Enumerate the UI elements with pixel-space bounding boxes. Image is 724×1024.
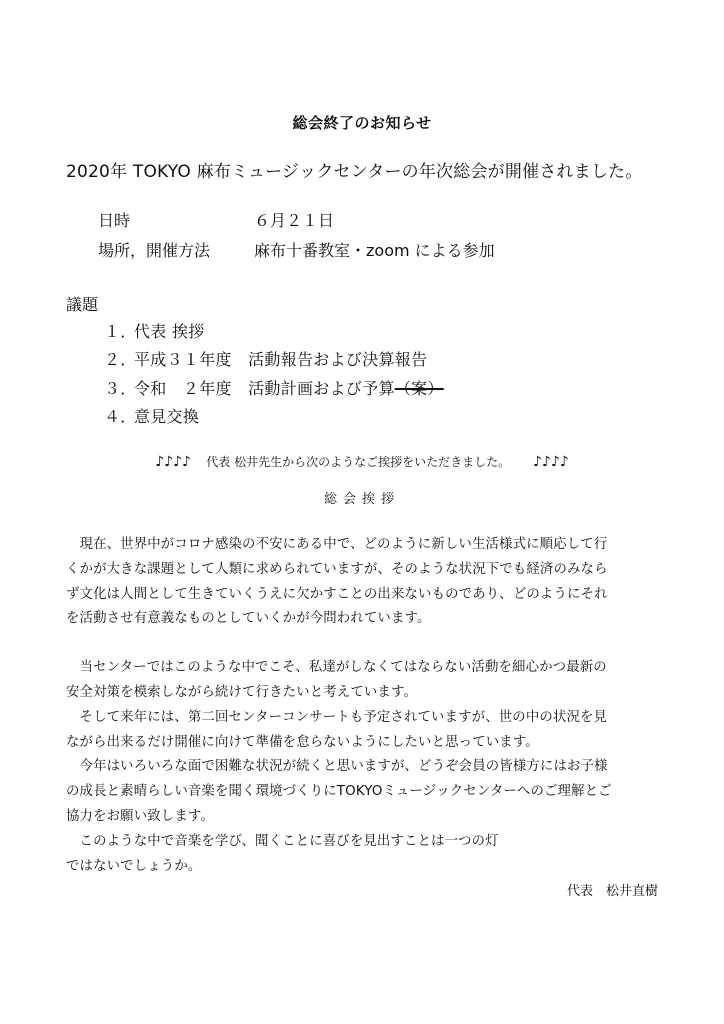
place-value: 麻布十番教室・zoom による参加 [254,241,495,260]
document-title: 総会終了のお知らせ [292,114,432,132]
agenda-item [104,404,199,427]
intro-text: 代表 松井先生から次のようなご挨拶をいただきました。 [206,455,511,469]
greeting-line: くかが大きな課題として人類に求められていますが、そのような状況下でも経済のみなら [66,562,608,577]
date-label: 日時 [98,211,131,230]
agenda-heading: 議題 [66,295,99,314]
agenda-item-text: 意見交換 [134,407,200,426]
greeting-line: の成長と素晴らしい音楽を聞く環境づくりにTOKYOミュージックセンターへのご理解とご [66,784,612,799]
agenda-item [104,347,427,370]
place-label: 場所，開催方法 [98,241,211,260]
agenda-item-number: １． [104,322,137,341]
greeting-line: 今年はいろいろな面で困難な状況が続くと思いますが、どうぞ会員の皆様方にはお子様 [66,759,608,774]
greeting-line: 協力をお願い致します。 [66,809,214,824]
intro-line [0,453,724,470]
greeting-title: 総会挨拶 [323,492,400,507]
agenda-item [104,376,444,399]
music-notes-icon: ♪♪♪♪ [155,454,191,470]
lead-sentence: 2020年 TOKYO 麻布ミュージックセンターの年次総会が開催されました。 [66,162,643,182]
agenda-item-number: ２． [104,350,137,369]
greeting-line: 当センターではこのような中でこそ、私達がしなくてはならない活動を細心かつ最新の [66,660,607,675]
struck-text: （案） [394,379,444,398]
signature: 代表 松井直樹 [566,884,658,899]
agenda-item-number: ４． [104,407,137,426]
greeting-line: ず文化は人間として生きていくうえに欠かすことの出来ないものであり、どのようにそれ [66,587,608,602]
agenda-item-text: 令和 ２年度 活動計画および予算 [134,379,395,398]
agenda-item-number: ３． [104,379,137,398]
agenda-item-text: 代表 挨拶 [134,322,205,341]
agenda-item-text: 平成３１年度 活動報告および決算報告 [134,350,428,369]
greeting-line: ではないでしょうか。 [66,859,202,874]
greeting-line: 現在、世界中がコロナ感染の不安にある中で、どのように新しい生活様式に順応して行 [66,537,608,552]
greeting-line: このような中で音楽を学び、聞くことに喜びを見出すことは一つの灯 [66,834,499,849]
agenda-item [104,319,205,342]
greeting-line: 安全対策を模索しながら続けて行きたいと考えています。 [66,685,417,700]
greeting-line: ながら出来るだけ開催に向けて準備を怠らないようにしたいと思っています。 [66,735,539,750]
music-notes-icon: ♪♪♪♪ [532,454,569,470]
date-value: ６月２１日 [254,211,335,230]
greeting-line: そして来年には、第二回センターコンサートも予定されていますが、世の中の状況を見 [66,710,608,725]
greeting-line: を活動させ有意義なものとしていくかが今問われています。 [66,611,431,626]
